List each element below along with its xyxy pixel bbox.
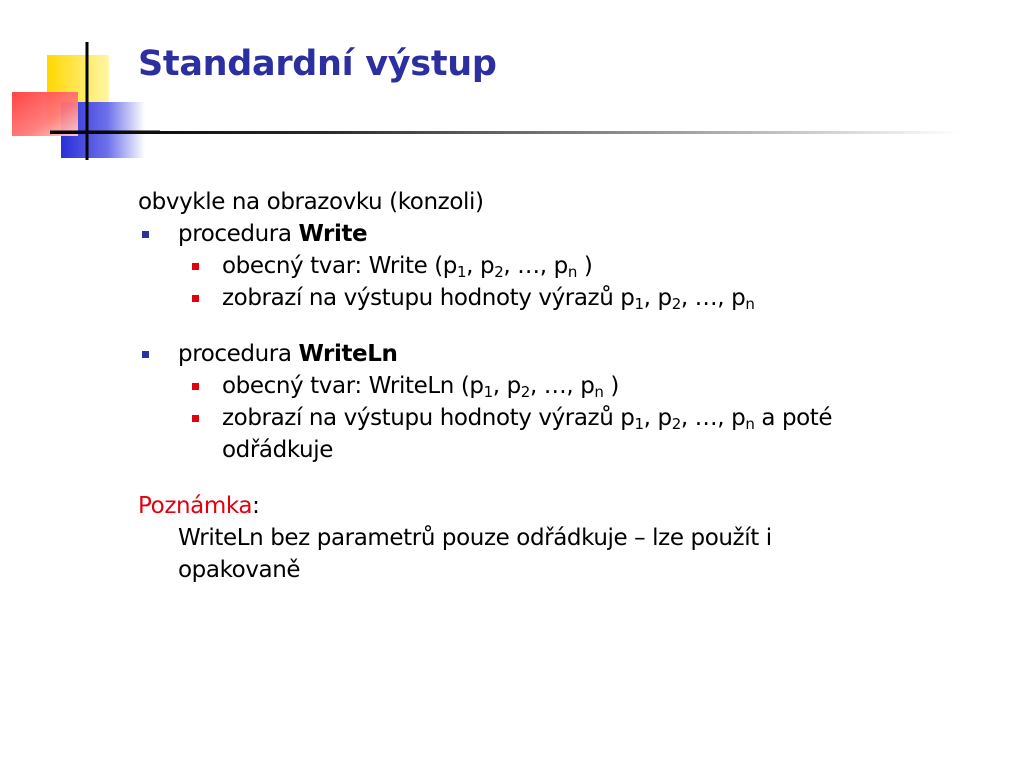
writeln-name: WriteLn: [298, 341, 398, 367]
bullet-writeln-procedure: [138, 338, 938, 370]
writeln-form-prefix: obecný tvar: WriteLn (p: [222, 373, 484, 399]
writeln-form-sub-1: 1: [483, 383, 493, 401]
write-name: Write: [298, 221, 368, 247]
title-underline: [50, 131, 960, 134]
note-colon: :: [252, 493, 260, 519]
bullet-square-icon: [192, 383, 199, 390]
write-desc-mid-2: , …, p: [680, 285, 746, 311]
write-form-mid-1: , p: [466, 253, 495, 279]
writeln-desc-sub-2: 2: [671, 415, 681, 433]
write-form-mid-2: , …, p: [503, 253, 568, 279]
slide-title: Standardní výstup: [138, 44, 497, 84]
note-heading: [138, 490, 938, 522]
writeln-form-sub-2: 2: [520, 383, 530, 401]
writeln-desc-mid-1: , p: [643, 405, 672, 431]
write-form-sub-2: 2: [494, 263, 504, 281]
writeln-desc-sub-1: 1: [634, 415, 644, 433]
write-form-prefix: obecný tvar: Write (p: [222, 253, 458, 279]
writeln-desc-sub-n: n: [745, 415, 755, 433]
intro-text: obvykle na obrazovku (konzoli): [138, 189, 484, 215]
write-label: procedura: [178, 221, 299, 247]
bullet-square-icon: [192, 415, 199, 422]
writeln-desc-mid-2: , …, p: [680, 405, 746, 431]
write-desc-sub-n: n: [745, 295, 755, 313]
writeln-form-end: ): [603, 373, 619, 399]
sub-bullet-writeln-form: [138, 370, 938, 402]
write-form-end: ): [576, 253, 593, 279]
write-desc-prefix: zobrazí na výstupu hodnoty výrazů p: [222, 285, 635, 311]
writeln-desc-end: a poté: [754, 405, 833, 431]
writeln-desc-prefix: zobrazí na výstupu hodnoty výrazů p: [222, 405, 635, 431]
bullet-square-icon: [192, 263, 199, 270]
bullet-square-icon: [142, 231, 149, 238]
bullet-write-procedure: [138, 218, 938, 250]
decorative-logo: [0, 0, 160, 170]
sub-bullet-write-form: [138, 250, 938, 282]
write-form-sub-1: 1: [457, 263, 467, 281]
sub-bullet-write-desc: [138, 282, 938, 314]
bullet-square-icon: [142, 351, 149, 358]
write-desc-sub-1: 1: [634, 295, 644, 313]
note-label: Poznámka: [138, 493, 253, 519]
logo-red-square: [12, 92, 78, 136]
writeln-form-mid-2: , …, p: [529, 373, 595, 399]
note-line-2: opakovaně: [178, 557, 301, 583]
slide-body: [138, 186, 938, 586]
note-line-1: WriteLn bez parametrů pouze odřádkuje – lze použít i: [178, 525, 772, 551]
bullet-square-icon: [192, 295, 199, 302]
writeln-label: procedura: [178, 341, 299, 367]
sub-bullet-writeln-desc-continued: odřádkuje: [222, 437, 333, 463]
write-desc-sub-2: 2: [671, 295, 681, 313]
writeln-form-sub-n: n: [594, 383, 604, 401]
sub-bullet-writeln-desc: [138, 402, 938, 434]
writeln-form-mid-1: , p: [492, 373, 521, 399]
write-desc-mid-1: , p: [643, 285, 672, 311]
write-form-sub-n: n: [567, 263, 577, 281]
